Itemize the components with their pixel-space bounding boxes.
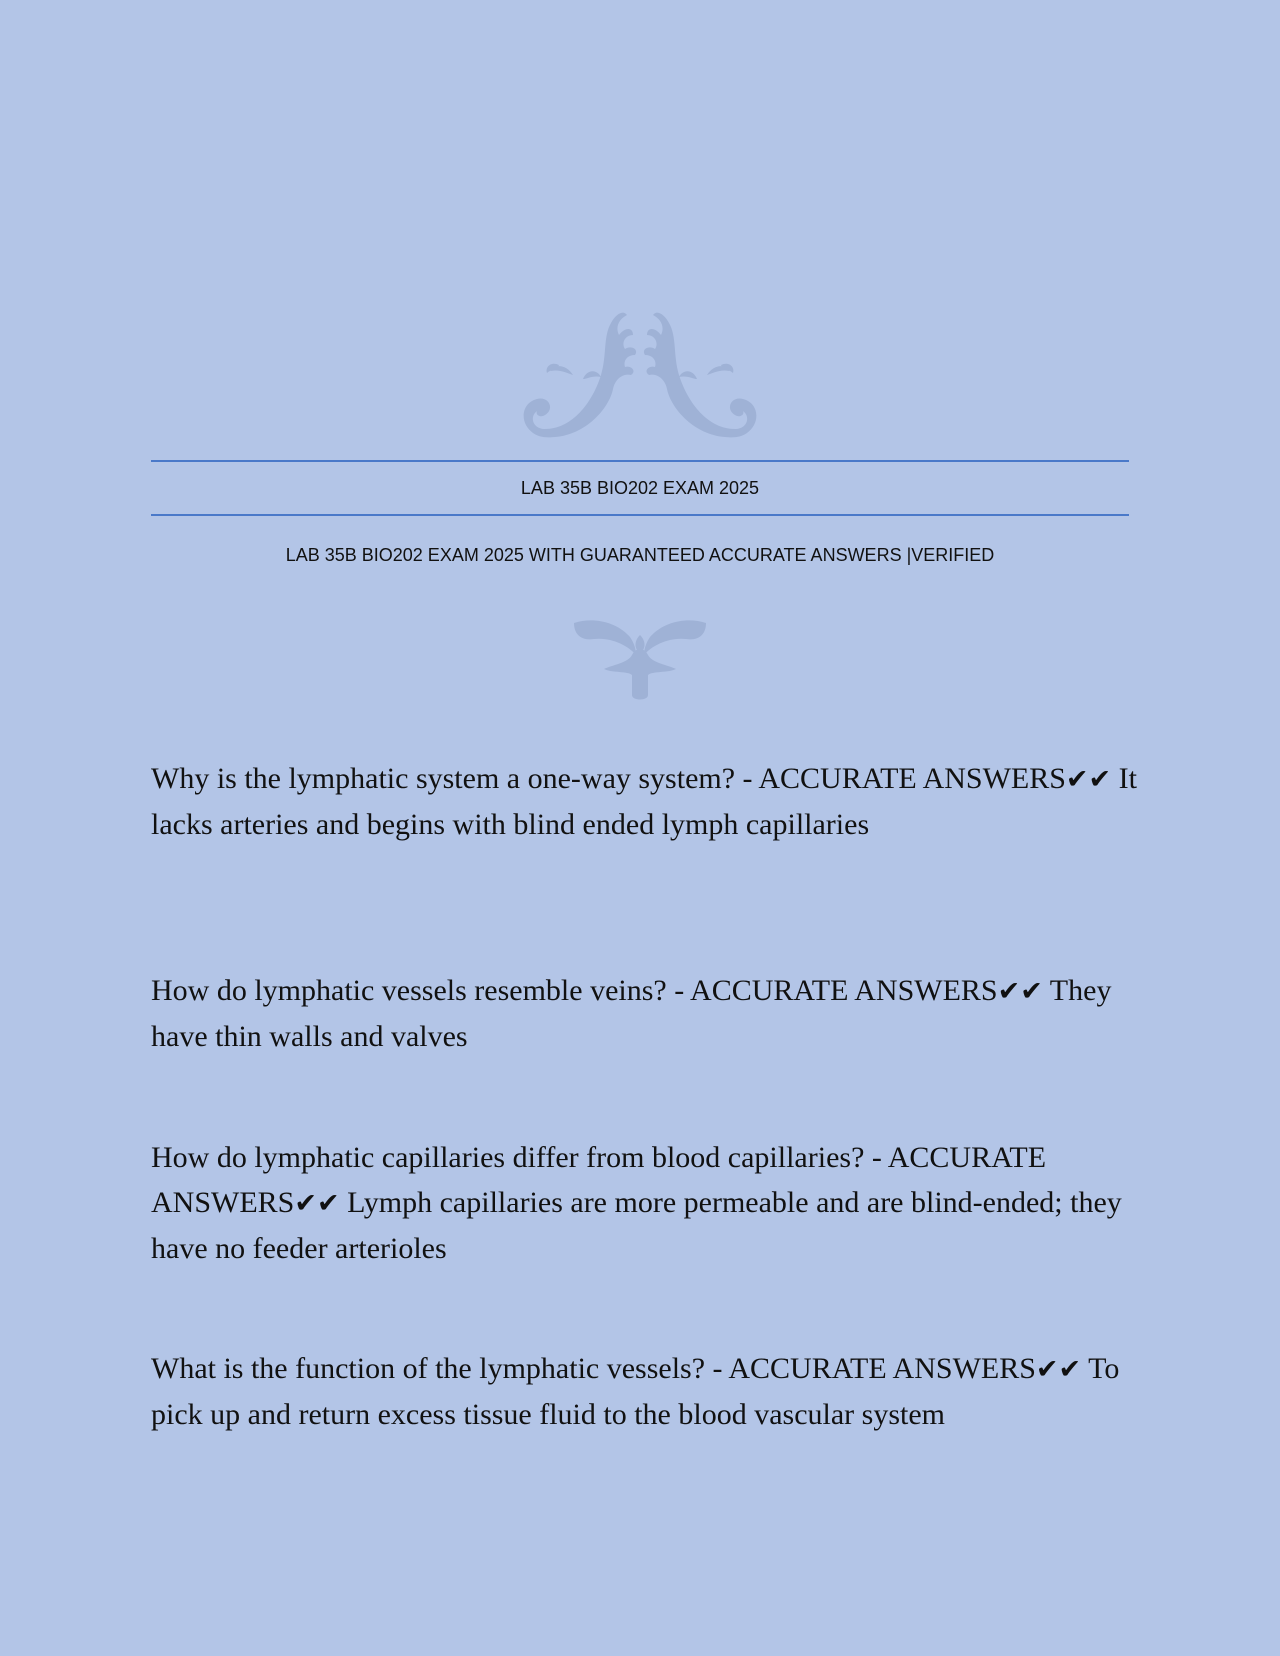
qa-item (151, 1135, 1141, 1271)
top-divider (151, 460, 1129, 462)
answer-text: It lacks arteries and begins with blind ended lymph capillaries (151, 762, 1137, 841)
question-text: How do lymphatic vessels resemble veins? - ACCURATE ANSWERS (151, 974, 998, 1007)
answer-text: They have thin walls and valves (151, 974, 1112, 1053)
answer-text: Lymph capillaries are more permeable and are blind-ended; they have no feeder arterioles (151, 1186, 1122, 1265)
qa-item (151, 756, 1141, 847)
flourish-pair-icon (515, 305, 765, 440)
document-subtitle: LAB 35B BIO202 EXAM 2025 WITH GUARANTEED ACCURATE ANSWERS |VERIFIED (285, 545, 995, 565)
fleuron-icon (572, 615, 708, 700)
qa-item (151, 1346, 1141, 1437)
question-text: Why is the lymphatic system a one-way system? - ACCURATE ANSWERS (151, 762, 1066, 795)
check-icon: ✔✔ (1065, 764, 1112, 795)
answer-text: To pick up and return excess tissue fluid to the blood vascular system (151, 1352, 1120, 1431)
check-icon: ✔✔ (1035, 1354, 1082, 1385)
question-text: What is the function of the lymphatic vessels? - ACCURATE ANSWERS (151, 1352, 1036, 1385)
qa-item (151, 968, 1141, 1059)
bottom-divider (151, 514, 1129, 516)
question-text: How do lymphatic capillaries differ from blood capillaries? - ACCURATE ANSWERS (151, 1141, 1047, 1219)
document-title: LAB 35B BIO202 EXAM 2025 (520, 478, 760, 498)
check-icon: ✔✔ (997, 976, 1043, 1007)
check-icon: ✔✔ (294, 1188, 340, 1219)
